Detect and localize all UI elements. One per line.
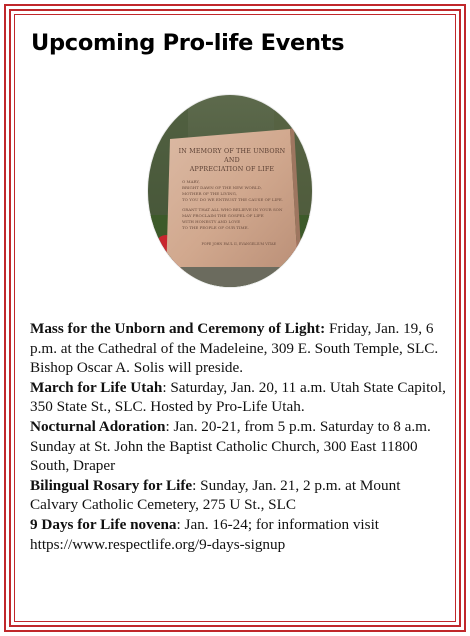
event-name: Nocturnal Adoration xyxy=(30,417,166,435)
svg-text:POPE JOHN PAUL II, EVANGELIUM: POPE JOHN PAUL II, EVANGELIUM VITAE xyxy=(201,242,276,246)
event-details: : Jan. 20-21, from 5 p.m. Saturday to 8 a.m. Sunday at St. John the Baptist Catholic Church, 300 East 11800 South, Draper xyxy=(30,417,431,475)
event-bilingual-rosary xyxy=(30,476,450,515)
inscription-line: MAY PROCLAIM THE GOSPEL OF LIFE xyxy=(182,213,264,218)
svg-text:AND: AND xyxy=(224,157,240,164)
inscription-line: BRIGHT DAWN OF THE NEW WORLD, xyxy=(182,185,262,190)
inscription-line: GRANT THAT ALL WHO BELIEVE IN YOUR SON xyxy=(182,207,283,212)
inscription-line: TO YOU DO WE ENTRUST THE CAUSE OF LIFE. xyxy=(182,197,284,202)
event-name: Bilingual Rosary for Life xyxy=(30,476,193,494)
memorial-stone-photo xyxy=(148,95,312,287)
event-nocturnal-adoration xyxy=(30,417,450,476)
inscription-line: WITH HONESTY AND LOVE xyxy=(182,219,241,224)
inscription-line: O MARY, xyxy=(182,179,200,184)
event-name: March for Life Utah xyxy=(30,378,163,396)
event-details: : Sunday, Jan. 21, 2 p.m. at Mount Calvary Catholic Cemetery, 275 U St., SLC xyxy=(30,476,401,514)
svg-text:APPRECIATION OF LIFE: APPRECIATION OF LIFE xyxy=(189,166,275,173)
event-details: : Jan. 16-24; for information visit https://www.respectlife.org/9-days-signup xyxy=(30,515,380,553)
svg-text:IN MEMORY OF THE UNBORN: IN MEMORY OF THE UNBORN xyxy=(178,148,286,155)
inscription-line: MOTHER OF THE LIVING, xyxy=(182,191,237,196)
event-novena xyxy=(30,515,450,554)
event-details: : Saturday, Jan. 20, 11 a.m. Utah State Capitol, 350 State St., SLC. Hosted by Pro-Life Utah. xyxy=(30,378,446,416)
event-mass-for-unborn xyxy=(30,319,450,378)
event-details: Friday, Jan. 19, 6 p.m. at the Cathedral of the Madeleine, 309 E. South Temple, SLC. Bishop Oscar A. Solis will preside. xyxy=(30,320,439,377)
event-name: 9 Days for Life novena xyxy=(30,515,177,533)
event-list xyxy=(30,319,450,554)
event-march-for-life xyxy=(30,378,450,417)
inscription-line: TO THE PEOPLE OF OUR TIME. xyxy=(182,225,249,230)
page-title: Upcoming Pro-life Events xyxy=(31,30,345,56)
event-name: Mass for the Unborn and Ceremony of Light: xyxy=(30,320,326,337)
